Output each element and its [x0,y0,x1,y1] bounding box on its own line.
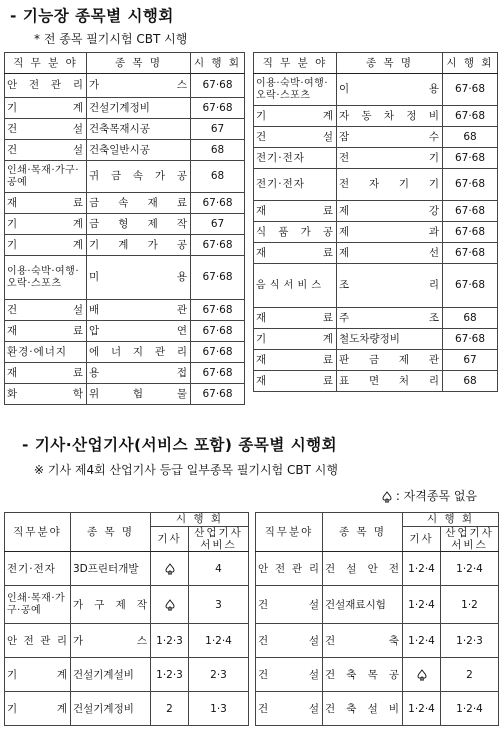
item-cell: 전 자 기 기 [337,169,443,201]
session-cell: 67·68 [191,256,245,300]
field-cell: 건 설 [256,586,323,624]
gisa-cell [151,586,189,624]
sanup-cell: 2 [441,658,499,692]
item-cell: 제 선 [337,243,443,264]
table-row [5,586,249,624]
sanup-cell: 1·2·4 [441,552,499,586]
field-cell: 기 계 [5,214,87,235]
item-cell: 표 면 처 리 [337,371,443,392]
spade-outline-icon [165,599,175,611]
field-cell: 기 계 [254,106,337,127]
session-cell: 67·68 [443,74,498,106]
gisa-cell: 1·2·4 [403,624,441,658]
field-cell: 재 료 [254,308,337,329]
item-cell: 위 험 물 [87,384,191,405]
table-row [5,300,245,321]
field-cell: 식 품 가 공 [254,222,337,243]
spade-outline-icon [382,489,396,503]
field-cell: 건 설 [256,692,323,726]
field-cell: 재 료 [5,193,87,214]
item-cell: 기 계 가 공 [87,235,191,256]
item-cell: 건설기계정비 [71,692,151,726]
session-cell: 68 [443,308,498,329]
field-cell: 재 료 [254,350,337,371]
column-header-item: 종 목 명 [323,513,403,552]
table-row [5,98,245,119]
table-row [254,329,498,350]
field-cell: 화 학 [5,384,87,405]
item-cell: 금 속 재 료 [87,193,191,214]
item-cell: 용 접 [87,363,191,384]
field-cell: 재 료 [254,243,337,264]
field-cell: 건 설 [5,300,87,321]
table-row [254,222,498,243]
session-cell: 67 [191,214,245,235]
engineer-table-right [255,512,499,726]
column-header: 종 목 명 [337,53,443,74]
field-cell: 건 설 [254,127,337,148]
session-cell: 67·68 [443,106,498,127]
gisa-cell: 1·2·3 [151,624,189,658]
field-cell: 재 료 [5,363,87,384]
field-cell: 기 계 [5,98,87,119]
table-row [254,127,498,148]
table-row [256,552,499,586]
spade-outline-icon [417,669,427,681]
column-header-field: 직무분야 [5,513,71,552]
table-row [256,624,499,658]
column-header: 직 무 분 야 [5,53,87,74]
field-cell: 기 계 [254,329,337,350]
table-row [254,74,498,106]
item-cell: 가 스 [71,624,151,658]
column-header-sess: 시 행 회 [403,513,499,527]
table-row [254,169,498,201]
section2-heading: - 기사·산업기사(서비스 포함) 종목별 시행회 [22,436,338,454]
item-cell: 건설재료시험 [323,586,403,624]
session-cell: 67·68 [191,74,245,98]
field-cell: 환경·에너지 [5,342,87,363]
item-cell: 가 스 [87,74,191,98]
field-cell: 전기·전자 [5,552,71,586]
legend-text: : 자격종목 없음 [395,489,478,503]
column-header: 종 목 명 [87,53,191,74]
table-row [5,321,245,342]
session-cell: 67·68 [191,342,245,363]
field-cell: 건 설 [256,658,323,692]
session-cell: 68 [443,371,498,392]
table-row [5,658,249,692]
item-cell: 건축일반시공 [87,140,191,161]
session-cell: 67·68 [443,264,498,308]
item-cell: 잠 수 [337,127,443,148]
item-cell: 제 강 [337,201,443,222]
column-header-item: 종 목 명 [71,513,151,552]
session-cell: 68 [191,161,245,193]
item-cell: 건설기계설비 [71,658,151,692]
item-cell: 3D프린터개발 [71,552,151,586]
field-cell: 인쇄·목재·가구·공예 [5,586,71,624]
gisa-cell: 1·2·4 [403,692,441,726]
section1-note: * 전 종목 필기시험 CBT 시행 [34,32,188,46]
table-row [254,350,498,371]
item-cell: 가 구 제 작 [71,586,151,624]
gisa-cell: 2 [151,692,189,726]
session-cell: 67·68 [443,201,498,222]
table-row [5,235,245,256]
session-cell: 68 [191,140,245,161]
field-cell: 재 료 [5,321,87,342]
item-cell: 자 동 차 정 비 [337,106,443,127]
field-cell: 건 설 [256,624,323,658]
item-cell: 조 리 [337,264,443,308]
field-cell: 전기·전자 [254,169,337,201]
item-cell: 판 금 제 관 [337,350,443,371]
table-row [254,148,498,169]
field-cell: 기 계 [5,692,71,726]
session-cell: 67·68 [443,222,498,243]
table-row [256,692,499,726]
table-row [254,371,498,392]
column-header: 직 무 분 야 [254,53,337,74]
column-header-field: 직무분야 [256,513,323,552]
item-cell: 주 조 [337,308,443,329]
legend [382,487,477,504]
gisa-cell: 1·2·4 [403,552,441,586]
sanup-cell: 1·2·4 [189,624,249,658]
table-row [5,256,245,300]
session-cell: 67·68 [191,300,245,321]
table-row [5,119,245,140]
table-row [5,161,245,193]
table-row [254,106,498,127]
field-cell: 건 설 [5,140,87,161]
session-cell: 67·68 [443,148,498,169]
item-cell: 건 축 설 비 [323,692,403,726]
sanup-cell: 1·3 [189,692,249,726]
item-cell: 건설기계정비 [87,98,191,119]
item-cell: 귀 금 속 가 공 [87,161,191,193]
table-row [5,552,249,586]
sanup-cell: 1·2·3 [441,624,499,658]
item-cell: 미 용 [87,256,191,300]
field-cell: 안 전 관 리 [5,624,71,658]
sanup-cell: 2·3 [189,658,249,692]
table-row [254,243,498,264]
gisa-cell: 1·2·4 [403,586,441,624]
item-cell: 철도차량정비 [337,329,443,350]
field-cell: 기 계 [5,658,71,692]
session-cell: 68 [443,127,498,148]
column-header-gisa: 기사 [403,527,441,552]
table-row [5,624,249,658]
table-row [5,140,245,161]
table-row [5,193,245,214]
sanup-cell: 1·2·4 [441,692,499,726]
field-cell: 재 료 [254,371,337,392]
column-header-sess: 시 행 회 [151,513,249,527]
session-cell: 67·68 [191,321,245,342]
table-row [254,201,498,222]
table-row [5,384,245,405]
section1-heading: - 기능장 종목별 시행회 [10,7,174,25]
field-cell: 이용·숙박·여행·오락·스포츠 [254,74,337,106]
field-cell: 재 료 [254,201,337,222]
session-cell: 67·68 [443,169,498,201]
column-header: 시 행 회 [443,53,498,74]
item-cell: 전 기 [337,148,443,169]
master-craftsman-table-left [4,52,245,405]
table-row [5,214,245,235]
session-cell: 67·68 [191,384,245,405]
item-cell: 금 형 제 작 [87,214,191,235]
session-cell: 67·68 [191,235,245,256]
item-cell: 건 설 안 전 [323,552,403,586]
session-cell: 67 [443,350,498,371]
session-cell: 67·68 [443,329,498,350]
field-cell: 안 전 관 리 [5,74,87,98]
item-cell: 이 용 [337,74,443,106]
field-cell: 건 설 [5,119,87,140]
table-row [254,308,498,329]
item-cell: 배 관 [87,300,191,321]
sanup-cell: 4 [189,552,249,586]
column-header-gisa: 기사 [151,527,189,552]
gisa-cell [403,658,441,692]
column-header-sanup: 산업기사 서비스 [189,527,249,552]
table-row [256,586,499,624]
session-cell: 67·68 [191,363,245,384]
table-row [5,74,245,98]
item-cell: 건축목재시공 [87,119,191,140]
item-cell: 에 너 지 관 리 [87,342,191,363]
gisa-cell: 1·2·3 [151,658,189,692]
table-row [254,264,498,308]
field-cell: 기 계 [5,235,87,256]
engineer-table-left [4,512,249,726]
item-cell: 건 축 [323,624,403,658]
field-cell: 전기·전자 [254,148,337,169]
session-cell: 67·68 [191,98,245,119]
item-cell: 건 축 목 공 [323,658,403,692]
sanup-cell: 1·2 [441,586,499,624]
session-cell: 67 [191,119,245,140]
field-cell: 음 식 서 비 스 [254,264,337,308]
master-craftsman-table-right [253,52,498,392]
field-cell: 인쇄·목재·가구·공예 [5,161,87,193]
field-cell: 이용·숙박·여행·오락·스포츠 [5,256,87,300]
item-cell: 압 연 [87,321,191,342]
sanup-cell: 3 [189,586,249,624]
table-row [256,658,499,692]
session-cell: 67·68 [443,243,498,264]
table-row [5,342,245,363]
session-cell: 67·68 [191,193,245,214]
field-cell: 안 전 관 리 [256,552,323,586]
item-cell: 제 과 [337,222,443,243]
column-header: 시 행 회 [191,53,245,74]
table-row [5,692,249,726]
spade-outline-icon [165,563,175,575]
section2-note: ※ 기사 제4회 산업기사 등급 일부종목 필기시험 CBT 시행 [34,463,338,477]
gisa-cell [151,552,189,586]
table-row [5,363,245,384]
column-header-sanup: 산업기사 서비스 [441,527,499,552]
